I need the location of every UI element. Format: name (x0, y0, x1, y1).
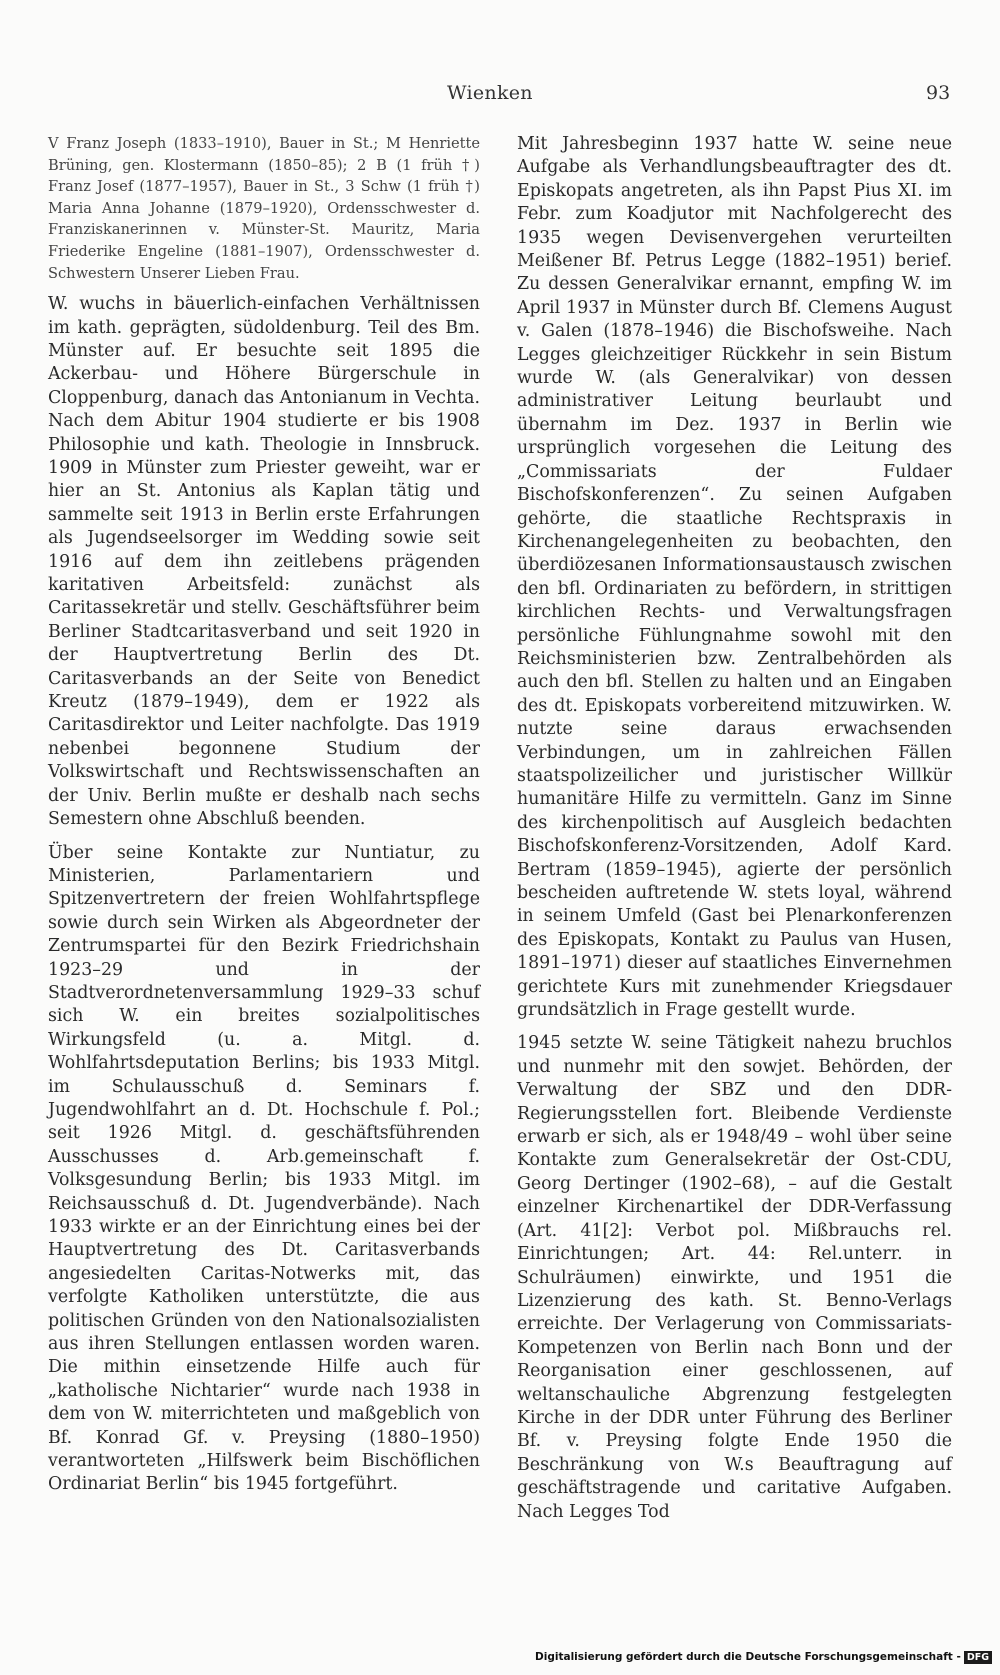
family-paragraph: V Franz Joseph (1833–1910), Bauer in St.; M Henriette Brüning, gen. Klostermann (1850–85); 2 B (1 früh †) Franz Josef (1877–1957), Bauer in St., 3 Schw (1 früh †) Maria Anna Johanne (1879–1920), Ordensschwester d. Franziskanerinnen v. Münster-St. Mauritz, Maria Friederike Engeline (1881–1907), Ordensschwester d. Schwestern Unserer Lieben Frau. (48, 135, 480, 282)
body-paragraph: Mit Jahresbeginn 1937 hatte W. seine neue Aufgabe als Verhandlungsbeauftragter des dt. Episkopats angetreten, als ihn Papst Pius XI. im Febr. zum Koadjutor mit Nachfolgerecht des 1935 wegen Devisenvergehen verurteilten Meißener Bf. Petrus Legge (1882–1951) berief. Zu dessen Generalvikar ernannt, empfing W. im April 1937 in Münster durch Bf. Clemens August v. Galen (1878–1946) die Bischofsweihe. Nach Legges gleichzeitiger Rückkehr in sein Bistum wurde W. (als Generalvikar) von dessen administrativer Leitung beurlaubt und übernahm im Dez. 1937 in Berlin wie ursprünglich vorgesehen die Leitung des „Commissariats der Fuldaer Bischofskonferenzen“. Zu seinen Aufgaben gehörte, die staatliche Rechtspraxis in Kirchenangelegenheiten zu beobachten, den überdiözesanen Informationsaustausch zwischen den bfl. Ordinariaten zu befördern, in strittigen kirchlichen Rechts- und Verwaltungsfragen persönliche Fühlungnahme sowohl mit den Reichsministerien bzw. Zentralbehörden als auch den bfl. Stellen zu halten und an Eingaben des dt. Episkopats vorbereitend mitzuwirken. W. nutzte seine daraus erwachsenden Verbindungen, um in zahlreichen Fällen staatspolizeilicher und juristischer Willkür humanitäre Hilfe zu vermitteln. Ganz im Sinne des kirchenpolitisch auf Ausgleich bedachten Bischofskonferenz-Vorsitzenden, Adolf Kard. Bertram (1859–1945), agierte der persönlich bescheiden auftretende W. stets loyal, während in seinem Umfeld (Gast bei Plenarkonferenzen des Episkopats, Kontakt zu Paulus van Husen, 1891–1971) dieser auf staatliches Einvernehmen gerichtete Kurs mit zunehmender Kriegsdauer grundsätzlich in Frage gestellt wurde. (517, 134, 952, 1021)
body-paragraph: Über seine Kontakte zur Nuntiatur, zu Ministerien, Parlamentariern und Spitzenvertretern der freien Wohlfahrtspflege sowie durch sein Wirken als Abgeordneter der Zentrumspartei für den Bezirk Friedrichshain 1923–29 und in der Stadtverordnetenversammlung 1929–33 schuf sich W. ein breites sozialpolitisches Wirkungsfeld (u. a. Mitgl. d. Wohlfahrtsdeputation Berlins; bis 1933 Mitgl. im Schulausschuß d. Seminars f. Jugendwohlfahrt an d. Dt. Hochschule f. Pol.; seit 1926 Mitgl. d. geschäftsführenden Ausschusses d. Arb.gemeinschaft f. Volksgesundung Berlin; bis 1933 Mitgl. im Reichsausschuß d. Dt. Jugendverbände). Nach 1933 wirkte er an der Einrichtung eines bei der Hauptvertretung des Dt. Caritasverbands angesiedelten Caritas-Notwerks mit, das verfolgte Katholiken unterstützte, die aus politischen Gründen von den Nationalsozialisten aus ihren Stellungen entlassen worden waren. Die mithin einsetzende Hilfe auch für „katholische Nichtarier“ wurde nach 1938 in dem von W. miterrichteten und maßgeblich von Bf. Konrad Gf. v. Preysing (1880–1950) verantworteten „Hilfswerk beim Bischöflichen Ordinariat Berlin“ bis 1945 fortgeführt. (48, 842, 480, 1495)
running-head: Wienken (447, 82, 533, 104)
body-paragraph: W. wuchs in bäuerlich-einfachen Verhältnissen im kath. geprägten, südoldenburg. Teil des Bm. Münster auf. Er besuchte seit 1895 die Ackerbau- und Höhere Bürgerschule in Cloppenburg, danach das Antonianum in Vechta. Nach dem Abitur 1904 studierte er bis 1908 Philosophie und kath. Theologie in Innsbruck. 1909 in Münster zum Priester geweiht, war er hier an St. Antonius als Kaplan tätig und sammelte seit 1913 in Berlin erste Erfahrungen als Jugendseelsorger im Wedding sowie seit 1916 auf dem ihn zeitlebens prägenden karitativen Arbeitsfeld: zunächst als Caritassekretär und stellv. Geschäftsführer beim Berliner Stadtcaritasverband und seit 1920 in der Hauptvertretung Berlin des Dt. Caritasverbands an der Seite von Benedict Kreutz (1879–1949), dem er 1922 als Caritasdirektor und Leiter nachfolgte. Das 1919 nebenbei begonnene Studium der Volkswirtschaft und Rechtswissenschaften an der Univ. Berlin mußte er deshalb nach sechs Semestern ohne Abschluß beenden. (48, 294, 480, 830)
right-column (517, 133, 952, 1534)
body-paragraph: 1945 setzte W. seine Tätigkeit nahezu bruchlos und nunmehr mit den sowjet. Behörden, der Verwaltung der SBZ und den DDR-Regierungsstellen fort. Bleibende Verdienste erwarb er sich, als er 1948/49 – wohl über seine Kontakte zum Generalsekretär der Ost-CDU, Georg Dertinger (1902–68), – auf die Gestalt einzelner Kirchenartikel der DDR-Verfassung (Art. 41[2]: Verbot pol. Mißbrauchs rel. Einrichtungen; Art. 44: Rel.unterr. in Schulräumen) einwirkte, und 1951 die Lizenzierung des kath. St. Benno-Verlags erreichte. Der Verlagerung von Commissariats-Kompetenzen von Berlin nach Bonn und der Reorganisation einer geschlossenen, auf weltanschauliche Abgrenzung festgelegten Kirche in der DDR unter Führung des Berliner Bf. v. Preysing folgte Ende 1950 die Beschränkung von W.s Beauftragung auf geschäftstragende und caritative Aufgaben. Nach Legges Tod (517, 1033, 952, 1522)
page-header (0, 82, 1000, 112)
left-column (48, 133, 480, 1507)
page-number: 93 (926, 82, 951, 104)
footer-text: Digitalisierung gefördert durch die Deutsche Forschungsgemeinschaft - (535, 1651, 961, 1663)
dfg-logo: DFG (964, 1651, 992, 1664)
digitization-footer (535, 1651, 992, 1664)
